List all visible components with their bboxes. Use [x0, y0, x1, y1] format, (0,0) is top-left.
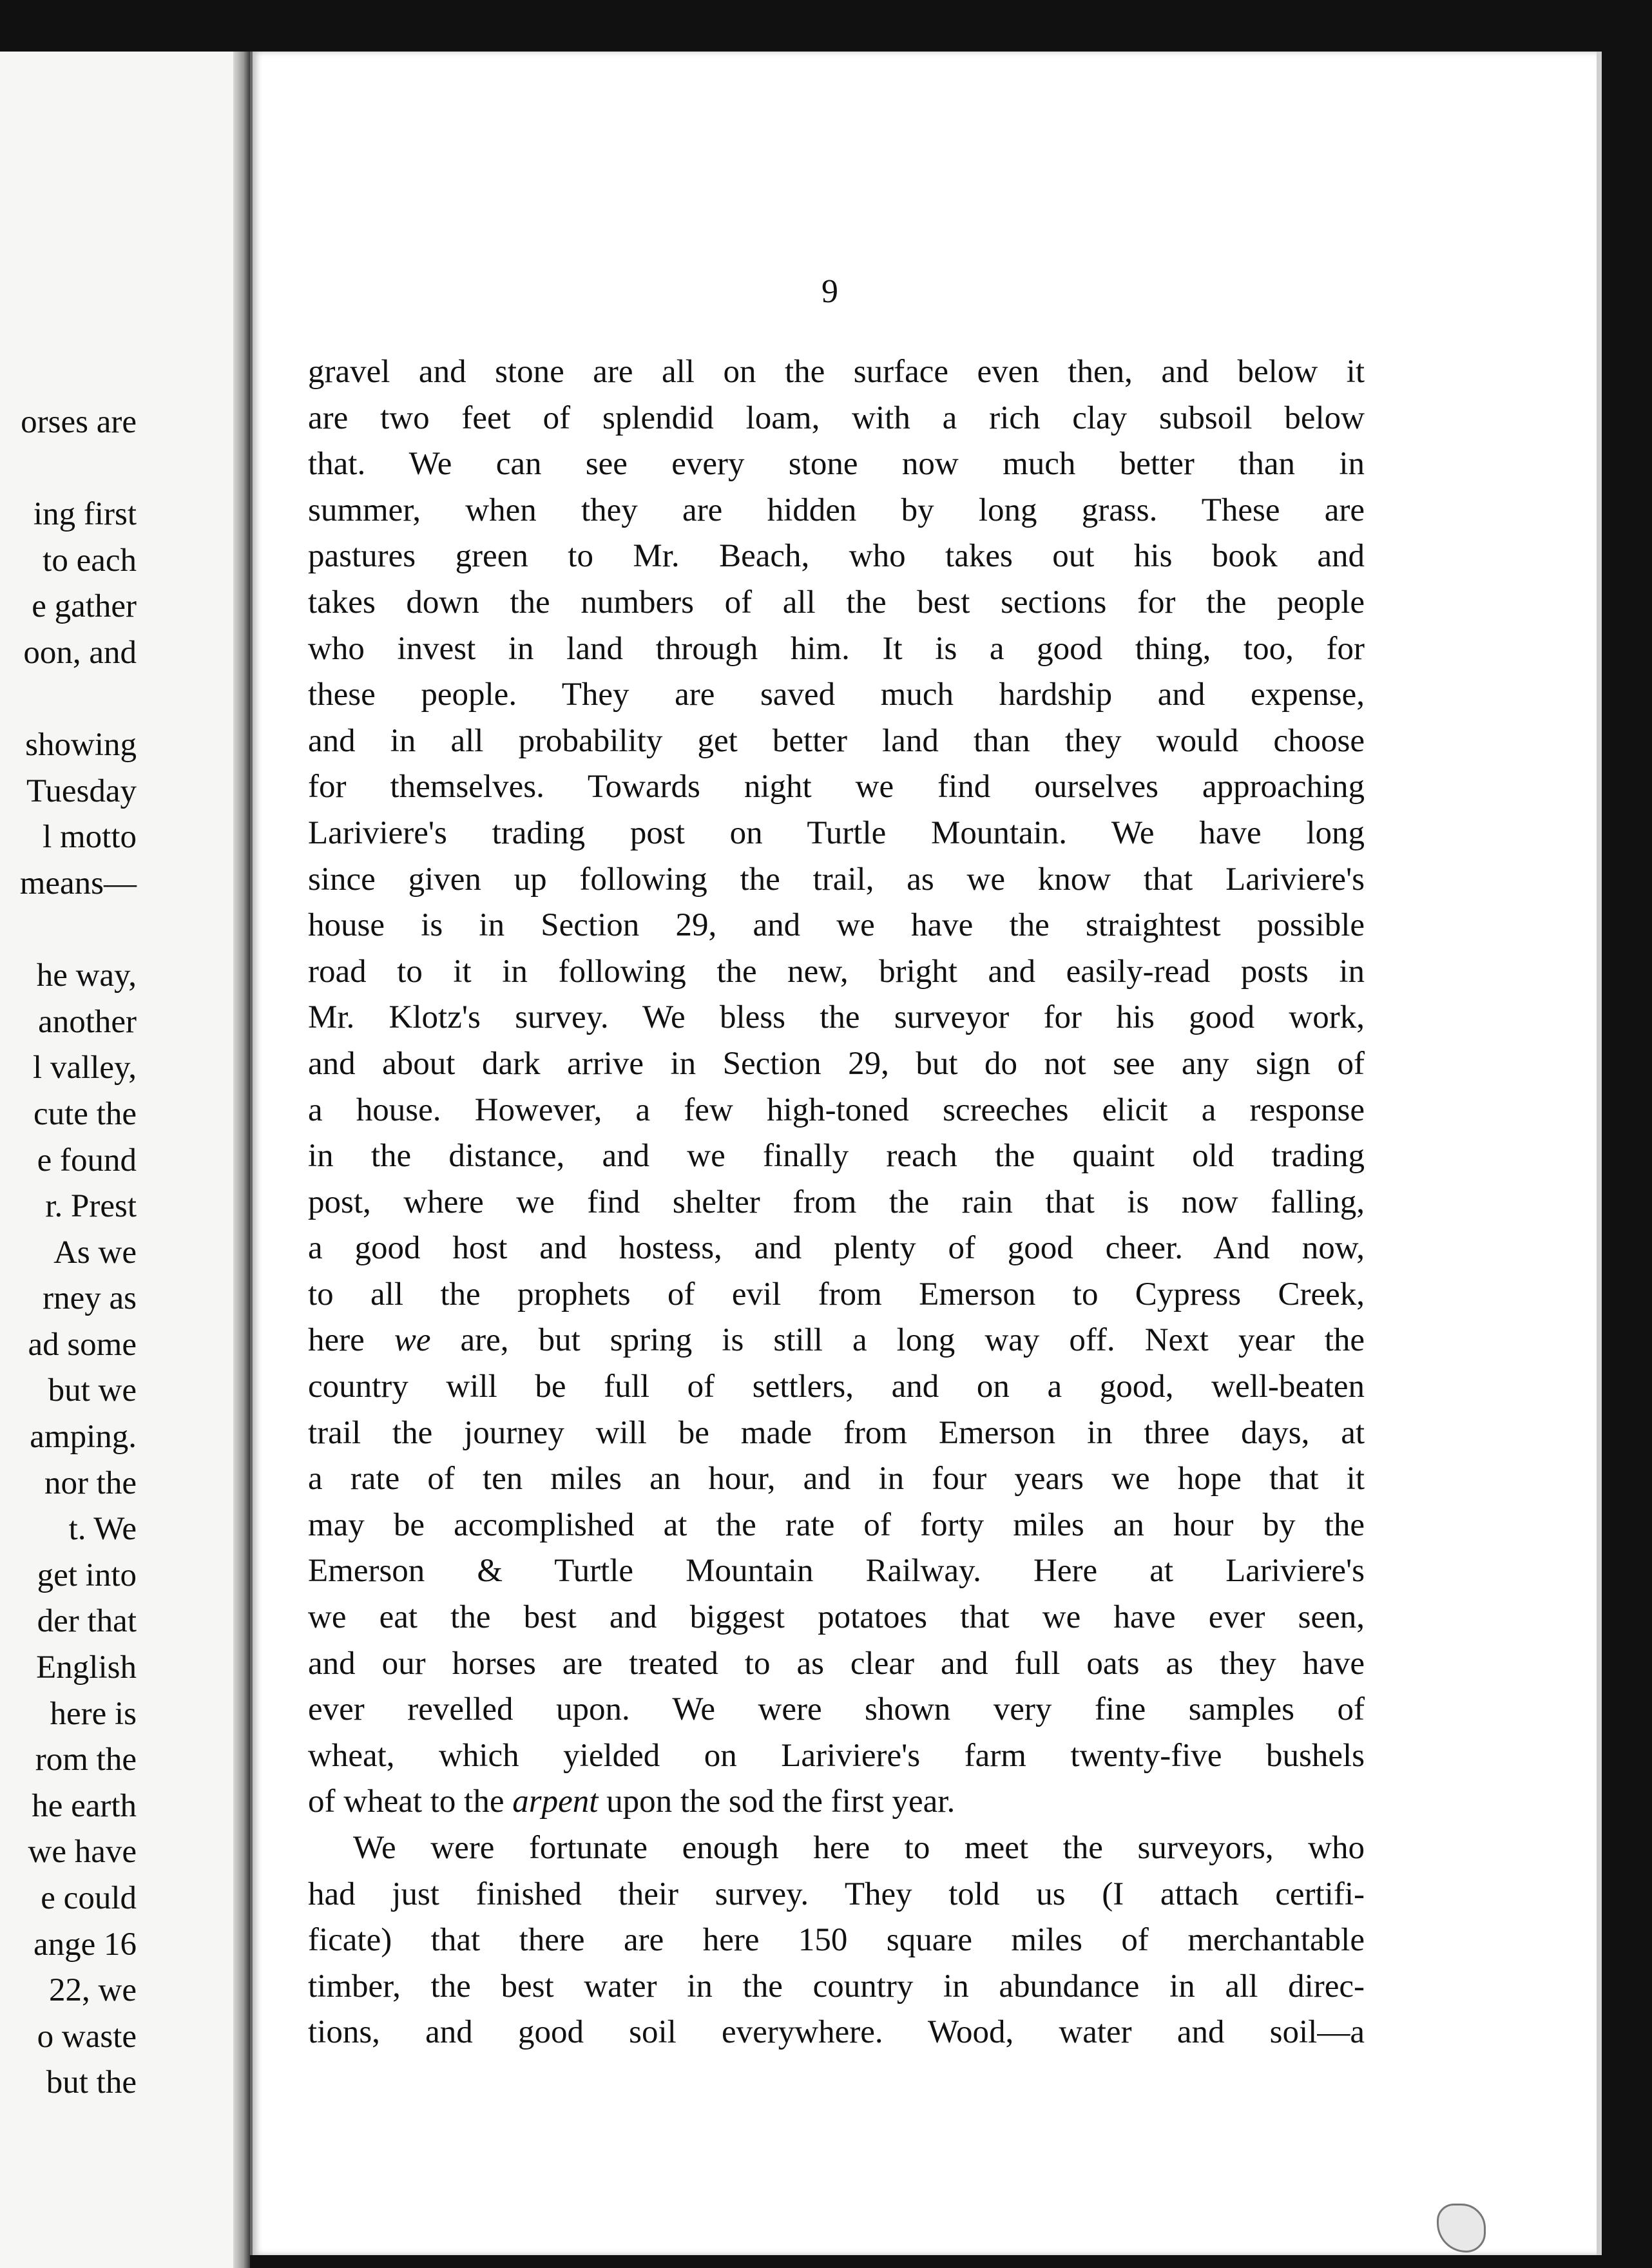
- left-page-line: t. We: [68, 1511, 137, 1548]
- left-page-line: ing first: [33, 496, 137, 533]
- left-page-line: he earth: [32, 1787, 137, 1824]
- left-page-line: he way,: [36, 957, 137, 994]
- left-page-line: Tuesday: [26, 773, 137, 809]
- left-page-line: showing: [25, 727, 137, 764]
- left-page-line: l motto: [43, 819, 137, 856]
- text-line: We were fortunate enough here to meet the surveyors, who: [353, 1830, 1365, 1866]
- left-page-line: to each: [43, 542, 137, 579]
- left-page-line: e could: [41, 1880, 137, 1916]
- left-page-line: another: [38, 1003, 137, 1040]
- text-line: here we are, but spring is still a long way off. Next year the: [308, 1322, 1365, 1359]
- text-line: are two feet of splendid loam, with a rich clay subsoil below: [308, 399, 1365, 436]
- text-line: ficate) that there are here 150 square miles of merchantable: [308, 1922, 1365, 1959]
- text-line: Lariviere's trading post on Turtle Mountain. We have long: [308, 814, 1365, 851]
- left-page-line: e found: [37, 1142, 137, 1178]
- text-line: these people. They are saved much hardship and expense,: [308, 677, 1365, 713]
- text-line: for themselves. Towards night we find ourselves approaching: [308, 769, 1365, 805]
- left-page-line: [0, 677, 137, 723]
- text-line: and our horses are treated to as clear and full oats as they have: [308, 1645, 1365, 1682]
- text-line: wheat, which yielded on Lariviere's farm twenty-five bushels: [308, 1737, 1365, 1774]
- left-page-line: nor the: [44, 1465, 137, 1501]
- text-line: post, where we find shelter from the rain that is now falling,: [308, 1184, 1365, 1220]
- left-page-line: As we: [53, 1234, 137, 1271]
- text-line: road to it in following the new, bright and easily-read posts in: [308, 953, 1365, 990]
- text-line: who invest in land through him. It is a good thing, too, for: [308, 630, 1365, 667]
- text-line: summer, when they are hidden by long grass. These are: [308, 492, 1365, 528]
- left-page-line: English: [36, 1649, 137, 1686]
- left-page-line: [0, 907, 137, 954]
- text-line: since given up following the trail, as we know that Lariviere's: [308, 861, 1365, 898]
- left-page-line: here is: [50, 1695, 137, 1732]
- left-page-line: rom the: [35, 1742, 137, 1778]
- text-line: country will be full of settlers, and on a good, well-beaten: [308, 1369, 1365, 1405]
- left-page-line: means—: [19, 865, 137, 901]
- left-page-line: der that: [37, 1603, 137, 1640]
- text-line: gravel and stone are all on the surface even then, and below it: [308, 354, 1365, 390]
- text-line: ever revelled upon. We were shown very fine samples of: [308, 1691, 1365, 1728]
- left-page-line: e gather: [32, 588, 137, 625]
- text-line: takes down the numbers of all the best sections for the people: [308, 584, 1365, 620]
- page-edge: [1597, 52, 1602, 2255]
- text-line: a house. However, a few high-toned screeches elicit a response: [308, 1091, 1365, 1128]
- left-page-line: but the: [46, 2064, 137, 2101]
- text-line: Mr. Klotz's survey. We bless the surveyor for his good work,: [308, 999, 1365, 1036]
- left-page-line: ad some: [28, 1326, 137, 1363]
- text-line: we eat the best and biggest potatoes that we have ever seen,: [308, 1599, 1365, 1636]
- text-line: and about dark arrive in Section 29, but do not see any sign of: [308, 1045, 1365, 1082]
- text-line: trail the journey will be made from Emerson in three days, at: [308, 1414, 1365, 1451]
- body-text: [308, 349, 1365, 2056]
- text-line: and in all probability get better land than they would choose: [308, 722, 1365, 759]
- left-page-line: r. Prest: [45, 1188, 137, 1225]
- left-page-line: get into: [37, 1557, 137, 1593]
- text-line: of wheat to the arpent upon the sod the first year.: [308, 1783, 956, 1820]
- book-gutter: [233, 52, 250, 2268]
- left-page-line: l valley,: [33, 1050, 137, 1086]
- left-page-text-fragments: [0, 399, 137, 2106]
- left-page-line: o waste: [37, 2018, 137, 2055]
- left-page-line: oon, and: [23, 634, 137, 671]
- left-page-line: [0, 446, 137, 492]
- left-facing-page: [0, 52, 240, 2268]
- text-line: had just finished their survey. They told us (I attach certifi-: [308, 1876, 1365, 1912]
- left-page-line: ange 16: [33, 1926, 137, 1963]
- text-line: pastures green to Mr. Beach, who takes out his book and: [308, 538, 1365, 575]
- text-line: tions, and good soil everywhere. Wood, water and soil—a: [308, 2014, 1365, 2051]
- left-page-line: rney as: [43, 1280, 137, 1317]
- text-line: house is in Section 29, and we have the straightest possible: [308, 907, 1365, 944]
- text-line: in the distance, and we finally reach the quaint old trading: [308, 1138, 1365, 1175]
- left-page-line: amping.: [30, 1419, 137, 1456]
- left-page-line: 22, we: [49, 1972, 137, 2009]
- text-line: that. We can see every stone now much better than in: [308, 446, 1365, 483]
- text-line: Emerson & Turtle Mountain Railway. Here at Lariviere's: [308, 1553, 1365, 1590]
- page-number: 9: [821, 273, 838, 310]
- text-line: a rate of ten miles an hour, and in four years we hope that it: [308, 1461, 1365, 1497]
- text-line: timber, the best water in the country in abundance in all direc-: [308, 1968, 1365, 2004]
- text-line: a good host and hostess, and plenty of good cheer. And now,: [308, 1230, 1365, 1267]
- left-page-line: but we: [48, 1372, 137, 1409]
- text-line: to all the prophets of evil from Emerson to Cypress Creek,: [308, 1276, 1365, 1312]
- left-page-line: we have: [28, 1834, 137, 1870]
- left-page-line: orses are: [21, 404, 137, 440]
- left-page-line: cute the: [34, 1095, 137, 1132]
- text-line: may be accomplished at the rate of forty miles an hour by the: [308, 1506, 1365, 1543]
